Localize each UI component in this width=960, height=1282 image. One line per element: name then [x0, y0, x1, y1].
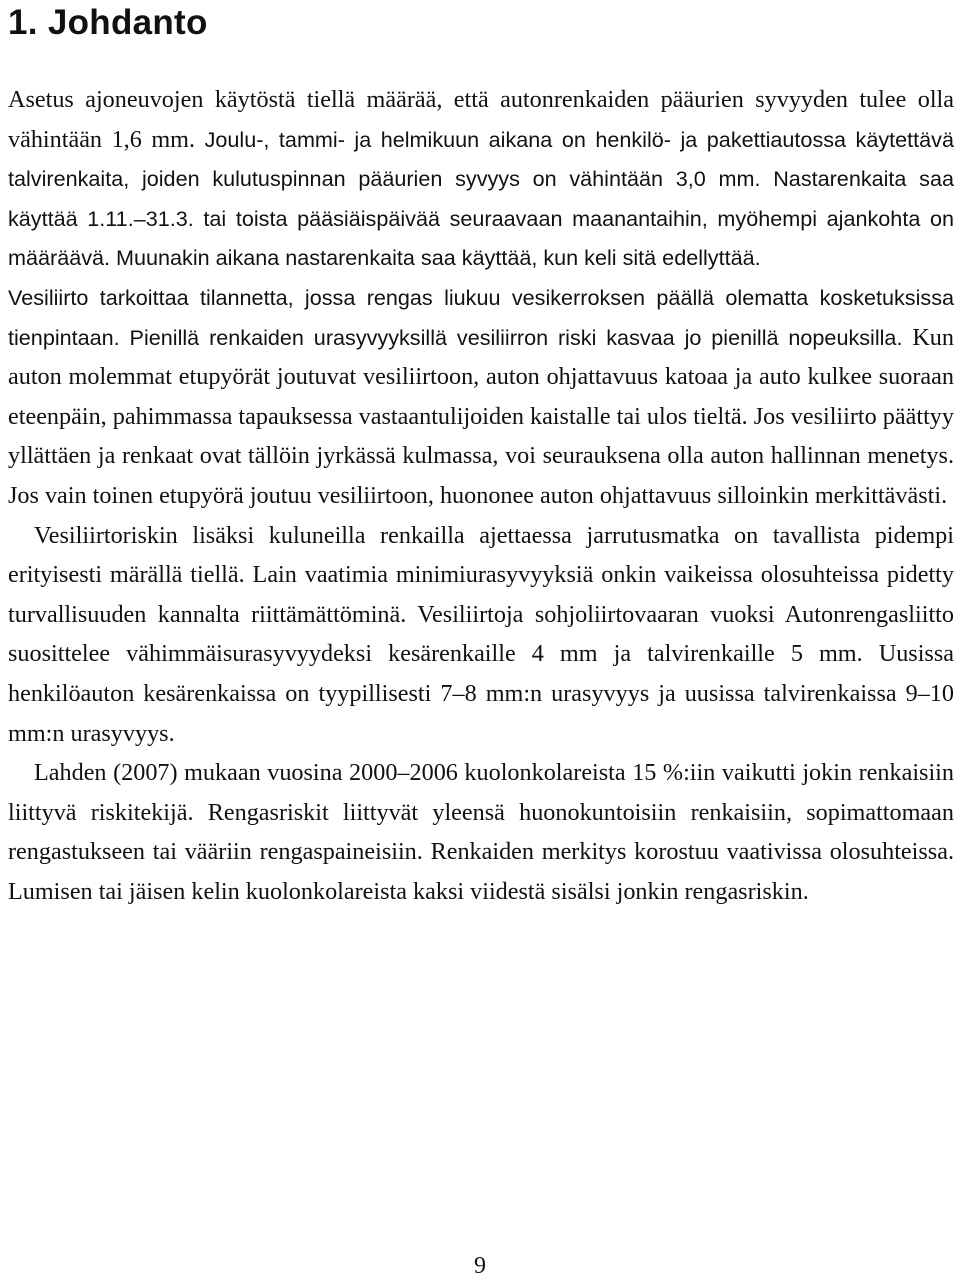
page-number: 9 [474, 1253, 486, 1279]
paragraph-1-text-serif: Asetus ajoneuvojen käytöstä tiellä määrää, että autonrenkaiden pääurien syvyyden tulee olla vähintään 1,6 mm. [8, 86, 954, 153]
body-text [8, 80, 954, 911]
document-page [8, 0, 954, 911]
paragraph-2 [8, 278, 954, 516]
paragraph-1 [8, 80, 954, 278]
paragraph-2-text-sans: Vesiliirto tarkoittaa tilannetta, jossa rengas liukuu vesikerroksen päällä olematta kosketuksissa tienpintaan. Pienillä renkaiden urasyvyyksillä vesiliirron riski kasvaa jo pienillä nopeuksilla. [8, 284, 954, 350]
paragraph-4: Lahden (2007) mukaan vuosina 2000–2006 kuolonkolareista 15 %:iin vaikutti jokin renkaisiin liittyvä riskitekijä. Rengasriskit liittyvät yleensä huonokuntoisiin renkaisiin, sopimattomaan rengastukseen tai vääriin rengaspaineisiin. Renkaiden merkitys korostuu vaativissa olosuhteissa. Lumisen tai jäisen kelin kuolonkolareista kaksi viidestä sisälsi jonkin rengasriskin. [8, 759, 954, 905]
paragraph-1-text-sans: Joulu-, tammi- ja helmikuun aikana on henkilö- ja pakettiautossa käytettävä talvirenkaita, joiden kulutuspinnan pääurien syvyys on vähintään 3,0 mm. Nastarenkaita saa käyttää 1.11.–31.3. tai toista pääsiäispäivää seuraavaan maanantaihin, myöhempi ajankohta on määräävä. Muunakin aikana nastarenkaita saa käyttää, kun keli sitä edellyttää. [8, 126, 954, 271]
paragraph-2-text-serif: Kun auton molemmat etupyörät joutuvat vesiliirtoon, auton ohjattavuus katoaa ja auto kulkee suoraan eteenpäin, pahimmassa tapauksessa vastaantulijoiden kaistalle tai ulos tieltä. Jos vesiliirto päättyy yllättäen ja renkaat ovat tällöin jyrkässä kulmassa, voi seurauksena olla auton hallinnan menetys. Jos vain toinen etupyörä joutuu vesiliirtoon, huononee auton ohjattavuus silloinkin merkittävästi. [8, 323, 954, 509]
chapter-title: 1. Johdanto [8, 3, 208, 42]
paragraph-3: Vesiliirtoriskin lisäksi kuluneilla renkailla ajettaessa jarrutusmatka on tavallista pidempi erityisesti märällä tiellä. Lain vaatimia minimiurasyvyyksiä onkin vaikeissa olosuhteissa pidetty turvallisuuden kannalta riittämättöminä. Vesiliirtoja sohjoliirtovaaran vuoksi Autonrengasliitto suosittelee vähimmäisurasyvyydeksi kesärenkaille 4 mm ja talvirenkaille 5 mm. Uusissa henkilöauton kesärenkaissa on tyypillisesti 7–8 mm:n urasyvyys ja uusissa talvirenkaissa 9–10 mm:n urasyvyys. [8, 521, 954, 747]
